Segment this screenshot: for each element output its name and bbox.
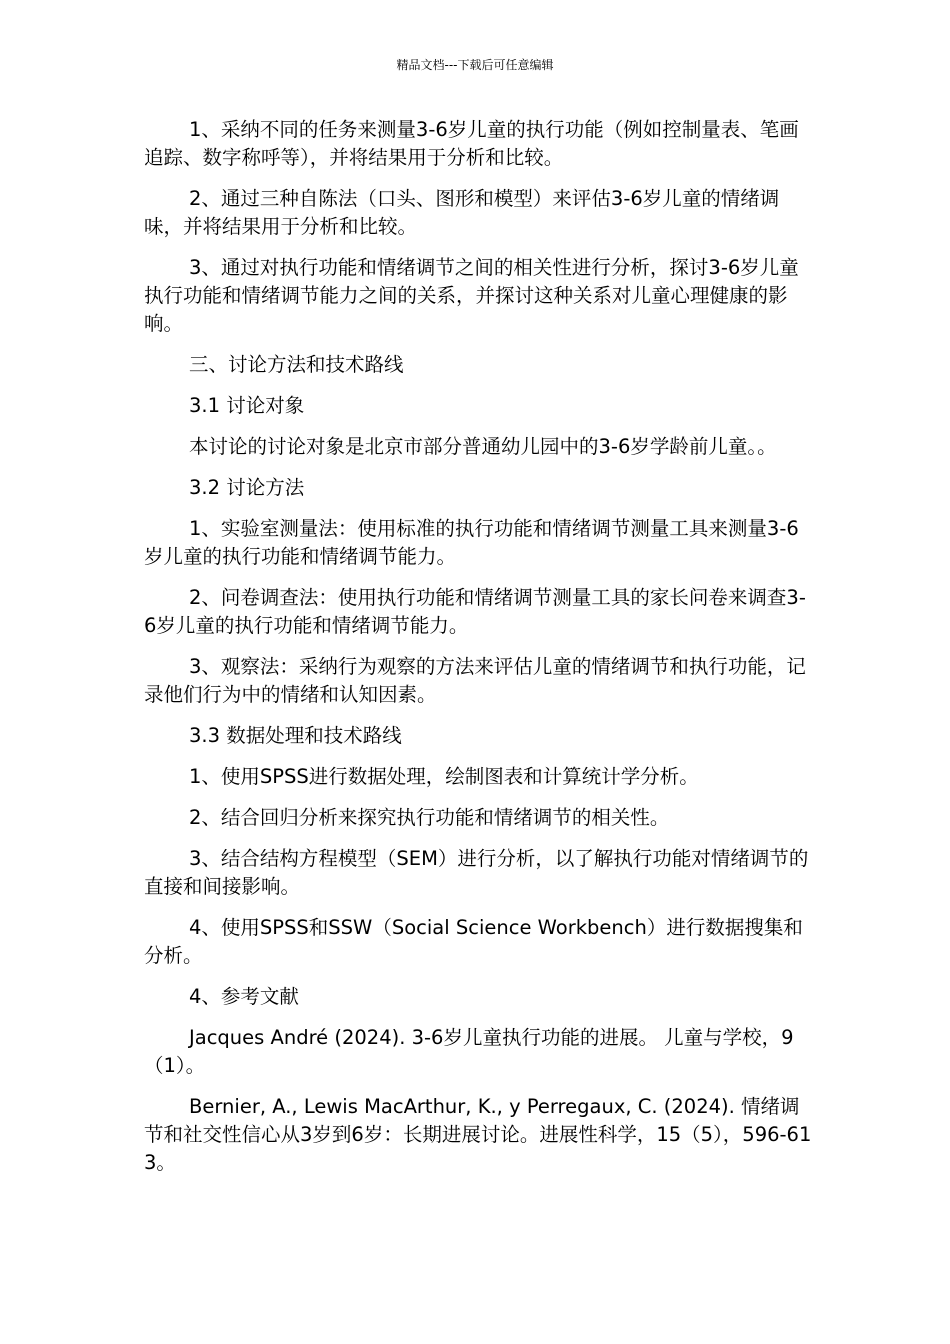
objective-2: 2、通过三种自陈法（口头、图形和模型）来评估3-6岁儿童的情绪调味，并将结果用于分析和比较。: [144, 187, 780, 238]
data-step-3: 3、结合结构方程模型（SEM）进行分析，以了解执行功能对情绪调节的直接和间接影响。: [144, 847, 809, 898]
objective-3: 3、通过对执行功能和情绪调节之间的相关性进行分析，探讨3-6岁儿童执行功能和情绪调节能力之间的关系，并探讨这种关系对儿童心理健康的影响。: [144, 256, 799, 335]
method-1: 1、实验室测量法：使用标准的执行功能和情绪调节测量工具来测量3-6岁儿童的执行功能和情绪调节能力。: [144, 517, 799, 568]
section-heading-methods: 三、讨论方法和技术路线: [189, 353, 404, 376]
subsection-heading-subjects: 3.1 讨论对象: [189, 394, 305, 417]
method-3: 3、观察法：采纳行为观察的方法来评估儿童的情绪调节和执行功能，记录他们行为中的情绪和认知因素。: [144, 655, 806, 706]
subjects-paragraph: 本讨论的讨论对象是北京市部分普通幼儿园中的3-6岁学龄前儿童。。: [189, 435, 777, 458]
section-heading-references: 4、参考文献: [189, 985, 299, 1008]
document-body: [144, 116, 814, 1190]
reference-1: Jacques André (2024). 3-6岁儿童执行功能的进展。 儿童与学校，9（1）。: [144, 1026, 794, 1077]
data-step-2: 2、结合回归分析来探究执行功能和情绪调节的相关性。: [189, 806, 670, 829]
method-2: 2、问卷调查法：使用执行功能和情绪调节测量工具的家长问卷来调查3-6岁儿童的执行功能和情绪调节能力。: [144, 586, 806, 637]
data-step-4: 4、使用SPSS和SSW（Social Science Workbench）进行数据搜集和分析。: [144, 916, 803, 967]
reference-2: Bernier, A., Lewis MacArthur, K., y Perregaux, C. (2024). 情绪调节和社交性信心从3岁到6岁：长期进展讨论。进展性科学，15（5），596-613。: [144, 1095, 812, 1174]
subsection-heading-data-processing: 3.3 数据处理和技术路线: [189, 724, 402, 747]
page-header: 精品文档---下载后可任意编辑: [396, 58, 554, 72]
subsection-heading-methods: 3.2 讨论方法: [189, 476, 305, 499]
data-step-1: 1、使用SPSS进行数据处理，绘制图表和计算统计学分析。: [189, 765, 699, 788]
objective-1: 1、采纳不同的任务来测量3-6岁儿童的执行功能（例如控制量表、笔画追踪、数字称呼等），并将结果用于分析和比较。: [144, 118, 799, 169]
